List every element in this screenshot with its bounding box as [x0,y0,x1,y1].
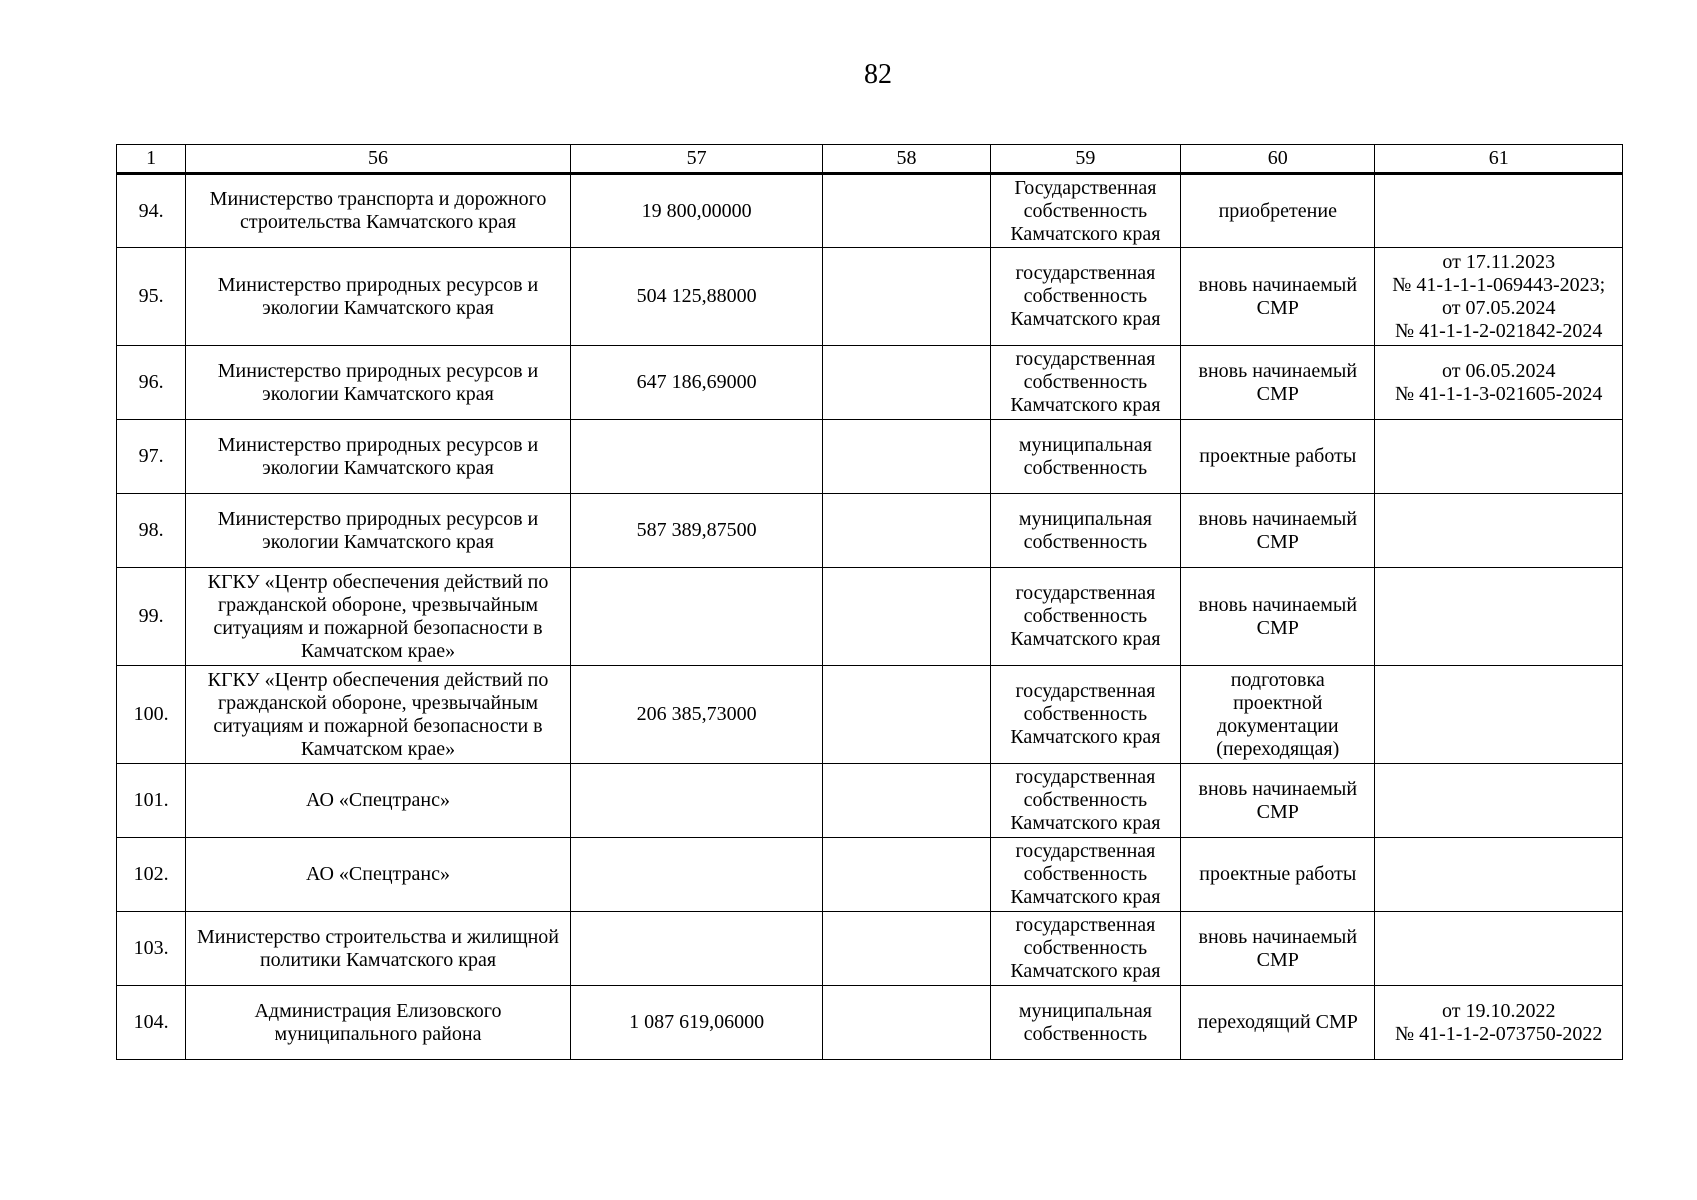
cell-text-line: Камчатском крае» [300,737,456,760]
cell-text-line: Министерство транспорта и дорожного [209,188,547,210]
organization-cell [186,666,571,764]
cell-text-line: СМР [1256,382,1299,405]
work-type-cell [1181,764,1375,838]
ownership-cell [990,912,1180,986]
ownership-cell [990,174,1180,248]
table-row [117,174,1623,248]
table-row [117,420,1623,494]
table-header [117,145,1623,174]
cell-text-line: переходящий СМР [1197,1011,1358,1033]
cell-text-line: собственность [1023,199,1148,222]
cell-text-line: гражданской обороне, чрезвычайным [217,593,539,616]
cell-text-line: Камчатского края [1010,628,1161,650]
ownership-cell [990,494,1180,568]
table-row [117,764,1623,838]
organization-cell [186,838,571,912]
header-cell-60: 60 [1181,145,1375,174]
cell-text-line: экологии Камчатского края [262,382,494,405]
expertise-cell [1375,174,1623,248]
expertise-cell [1375,666,1623,764]
cell-text-line: собственность [1023,863,1148,885]
cell-text-line: Камчатского края [1010,222,1161,245]
cell-text-line: документации [1217,714,1339,737]
cell-text-line: собственность [1023,1022,1148,1045]
ownership-cell [990,420,1180,494]
expertise-cell [1375,912,1623,986]
cell-text-line: Камчатского края [1010,960,1161,982]
cell-text-line: вновь начинаемый [1198,593,1358,616]
amount-cell [570,838,823,912]
header-cell-56: 56 [186,145,571,174]
cell-text-line: ситуациям и пожарной безопасности в [213,714,543,737]
ownership-cell [990,568,1180,666]
table-row [117,912,1623,986]
row-number-cell: 99. [117,568,186,666]
amount-cell: 206 385,73000 [570,666,823,764]
cell-text-line: от 17.11.2023 [1442,250,1556,273]
cell-text-line: собственность [1023,456,1148,479]
cell-text-line: экологии Камчатского края [262,296,494,319]
cell-text-line: собственность [1023,285,1148,307]
amount-cell: 1 087 619,06000 [570,986,823,1060]
column-58-cell [823,912,990,986]
cell-text-line: государственная [1015,582,1156,604]
cell-text-line: приобретение [1218,199,1337,222]
table-body [117,174,1623,1060]
amount-cell: 647 186,69000 [570,346,823,420]
cell-text-line: Министерство природных ресурсов и [217,273,539,296]
cell-text-line: вновь начинаемый [1198,273,1358,296]
header-cell-61: 61 [1375,145,1623,174]
cell-text-line: проектные работы [1199,445,1357,467]
cell-text-line: вновь начинаемый [1198,777,1358,800]
cell-text-line: собственность [1023,530,1148,553]
column-58-cell [823,986,990,1060]
cell-text-line: АО «Спецтранс» [306,863,450,885]
data-table [116,144,1623,1060]
organization-cell [186,174,571,248]
organization-cell [186,346,571,420]
table-row [117,986,1623,1060]
organization-cell [186,912,571,986]
column-58-cell [823,420,990,494]
column-58-cell [823,248,990,346]
cell-text-line: Государственная [1014,176,1157,199]
work-type-cell [1181,346,1375,420]
table-row [117,568,1623,666]
cell-text-line: собственность [1023,371,1148,393]
cell-text-line: собственность [1023,937,1148,959]
cell-text-line: собственность [1023,605,1148,627]
organization-cell [186,764,571,838]
cell-text-line: собственность [1023,789,1148,811]
cell-text-line: № 41-1-1-3-021605-2024 [1395,382,1603,405]
expertise-cell [1375,494,1623,568]
ownership-cell [990,666,1180,764]
cell-text-line: вновь начинаемый [1198,925,1358,948]
cell-text-line: № 41-1-1-2-021842-2024 [1395,319,1603,342]
cell-text-line: (переходящая) [1216,737,1340,760]
column-58-cell [823,494,990,568]
ownership-cell [990,838,1180,912]
cell-text-line: Камчатского края [1010,886,1161,908]
work-type-cell [1181,838,1375,912]
cell-text-line: муниципальная [1018,999,1152,1022]
row-number-cell: 103. [117,912,186,986]
table-row [117,666,1623,764]
cell-text-line: государственная [1015,348,1156,370]
column-58-cell [823,764,990,838]
table-row [117,248,1623,346]
expertise-cell [1375,838,1623,912]
work-type-cell [1181,494,1375,568]
work-type-cell [1181,248,1375,346]
cell-text-line: проектные работы [1199,863,1357,885]
column-58-cell [823,666,990,764]
row-number-cell: 100. [117,666,186,764]
header-cell-1: 1 [117,145,186,174]
work-type-cell [1181,568,1375,666]
cell-text-line: подготовка [1230,668,1325,691]
cell-text-line: проектной [1233,691,1323,714]
row-number-cell: 104. [117,986,186,1060]
row-number-cell: 101. [117,764,186,838]
page-number: 82 [864,59,892,90]
cell-text-line: Министерство природных ресурсов и [217,433,539,456]
cell-text-line: Министерство строительства и жилищной [197,925,559,948]
cell-text-line: Камчатского края [1010,726,1161,748]
cell-text-line: экологии Камчатского края [262,530,494,553]
cell-text-line: СМР [1256,616,1299,639]
amount-cell: 19 800,00000 [570,174,823,248]
cell-text-line: № 41-1-1-1-069443-2023; [1392,273,1606,296]
organization-cell [186,248,571,346]
cell-text-line: экологии Камчатского края [262,456,494,479]
cell-text-line: Камчатского края [1010,394,1161,416]
expertise-cell [1375,248,1623,346]
cell-text-line: государственная [1015,262,1156,284]
row-number-cell: 102. [117,838,186,912]
table-row [117,346,1623,420]
table-row [117,494,1623,568]
column-58-cell [823,174,990,248]
organization-cell [186,494,571,568]
cell-text-line: Камчатского края [1010,308,1161,330]
row-number-cell: 95. [117,248,186,346]
organization-cell [186,986,571,1060]
expertise-cell [1375,346,1623,420]
ownership-cell [990,764,1180,838]
row-number-cell: 98. [117,494,186,568]
cell-text-line: гражданской обороне, чрезвычайным [217,691,539,714]
ownership-cell [990,248,1180,346]
amount-cell [570,764,823,838]
cell-text-line: муниципальная [1018,507,1152,530]
row-number-cell: 97. [117,420,186,494]
work-type-cell [1181,420,1375,494]
cell-text-line: вновь начинаемый [1198,359,1358,382]
organization-cell [186,568,571,666]
cell-text-line: от 07.05.2024 [1441,296,1556,319]
cell-text-line: вновь начинаемый [1198,507,1358,530]
column-58-cell [823,346,990,420]
amount-cell [570,912,823,986]
amount-cell [570,420,823,494]
work-type-cell [1181,912,1375,986]
expertise-cell [1375,986,1623,1060]
header-row [117,145,1623,174]
column-58-cell [823,838,990,912]
cell-text-line: от 19.10.2022 [1441,999,1556,1022]
cell-text-line: СМР [1256,948,1299,971]
cell-text-line: собственность [1023,703,1148,725]
cell-text-line: КГКУ «Центр обеспечения действий по [207,570,549,593]
ownership-cell [990,986,1180,1060]
cell-text-line: СМР [1256,800,1299,823]
cell-text-line: СМР [1256,296,1299,319]
cell-text-line: ситуациям и пожарной безопасности в [213,616,543,639]
column-58-cell [823,568,990,666]
cell-text-line: АО «Спецтранс» [306,789,450,811]
expertise-cell [1375,764,1623,838]
cell-text-line: муниципального района [274,1022,482,1045]
cell-text-line: Министерство природных ресурсов и [217,507,539,530]
cell-text-line: Камчатского края [1010,812,1161,834]
header-cell-58: 58 [823,145,990,174]
cell-text-line: политики Камчатского края [259,948,497,971]
cell-text-line: государственная [1015,914,1156,936]
organization-cell [186,420,571,494]
expertise-cell [1375,568,1623,666]
amount-cell: 504 125,88000 [570,248,823,346]
row-number-cell: 94. [117,174,186,248]
cell-text-line: Камчатском крае» [300,639,456,662]
cell-text-line: КГКУ «Центр обеспечения действий по [207,668,549,691]
cell-text-line: строительства Камчатского края [239,211,517,233]
table-row [117,838,1623,912]
row-number-cell: 96. [117,346,186,420]
cell-text-line: Администрация Елизовского [254,999,502,1022]
cell-text-line: от 06.05.2024 [1441,359,1556,382]
cell-text-line: государственная [1015,766,1156,788]
ownership-cell [990,346,1180,420]
header-cell-57: 57 [570,145,823,174]
cell-text-line: государственная [1015,840,1156,862]
cell-text-line: Министерство природных ресурсов и [217,359,539,382]
amount-cell: 587 389,87500 [570,494,823,568]
work-type-cell [1181,986,1375,1060]
cell-text-line: муниципальная [1018,433,1152,456]
expertise-cell [1375,420,1623,494]
amount-cell [570,568,823,666]
cell-text-line: СМР [1256,530,1299,553]
cell-text-line: государственная [1015,680,1156,702]
header-cell-59: 59 [990,145,1180,174]
work-type-cell [1181,666,1375,764]
work-type-cell [1181,174,1375,248]
cell-text-line: № 41-1-1-2-073750-2022 [1395,1022,1603,1045]
